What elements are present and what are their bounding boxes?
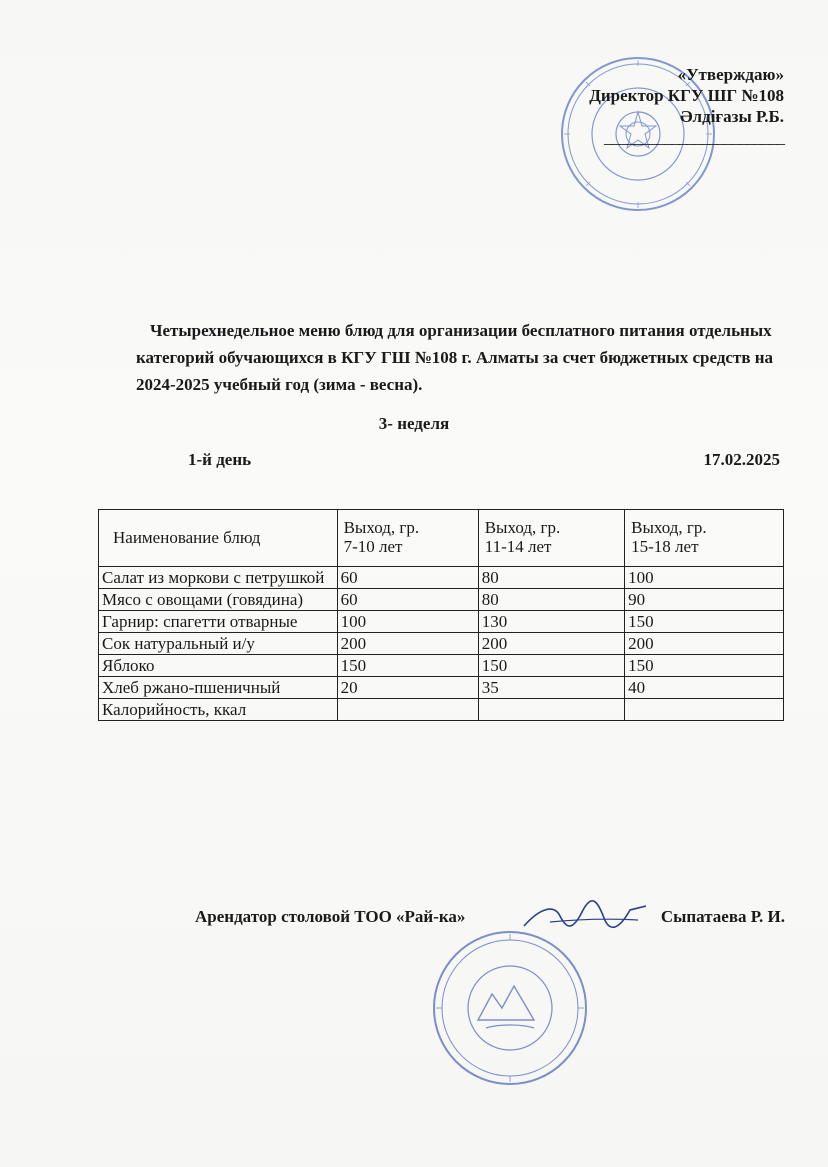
yield-cell: 130 [478, 611, 624, 633]
approval-block [589, 64, 784, 148]
table-row [99, 655, 784, 677]
header-subtext: 15-18 лет [631, 537, 699, 556]
yield-cell: 40 [625, 677, 784, 699]
approval-name: Әлдiғазы Р.Б. [680, 107, 784, 126]
yield-cell: 100 [337, 611, 478, 633]
yield-cell: 20 [337, 677, 478, 699]
yield-cell: 150 [625, 655, 784, 677]
yield-cell: 35 [478, 677, 624, 699]
document-title: Четырехнедельное меню блюд для организации бесплатного питания отдельных категорий обучающихся в КГУ ГШ №108 г. Алматы за счет бюджетных средств на 2024-2025 учебный год (зима - весна). [136, 321, 774, 394]
date-label: 17.02.2025 [703, 450, 780, 469]
yield-cell [337, 699, 478, 721]
approval-position: Директор КГУ ШГ №108 [589, 86, 784, 105]
dish-name-cell: Яблоко [99, 655, 338, 677]
table-row [99, 699, 784, 721]
header-text: Выход, гр. [484, 518, 561, 537]
yield-cell [478, 699, 624, 721]
yield-cell: 150 [478, 655, 624, 677]
table-row [99, 633, 784, 655]
yield-cell: 200 [478, 633, 624, 655]
menu-table [98, 509, 784, 721]
week-label: 3- неделя [378, 414, 450, 433]
yield-cell: 150 [337, 655, 478, 677]
yield-cell: 80 [478, 567, 624, 589]
table-row [99, 677, 784, 699]
yield-cell: 60 [337, 567, 478, 589]
yield-cell: 150 [625, 611, 784, 633]
signer-label: Арендатор столовой ТОО «Рай-ка» [195, 907, 466, 926]
table-row [99, 611, 784, 633]
yield-cell: 200 [337, 633, 478, 655]
dish-name-cell: Гарнир: спагетти отварные [99, 611, 338, 633]
table-row [99, 589, 784, 611]
table-row [99, 567, 784, 589]
yield-cell [625, 699, 784, 721]
signer-name: Сыпатаева Р. И. [660, 907, 785, 926]
dish-name-cell: Сок натуральный и/у [99, 633, 338, 655]
yield-cell: 60 [337, 589, 478, 611]
header-yield-11-14 [478, 510, 624, 567]
header-text: Выход, гр. [343, 518, 420, 537]
header-text: Выход, гр. [631, 518, 707, 537]
dish-name-cell: Хлеб ржано-пшеничный [99, 677, 338, 699]
dish-name-cell: Салат из моркови с петрушкой [99, 567, 338, 589]
yield-cell: 200 [625, 633, 784, 655]
header-yield-7-10 [337, 510, 478, 567]
approval-caption: «Утверждаю» [677, 65, 784, 84]
yield-cell: 80 [478, 589, 624, 611]
yield-cell: 100 [625, 567, 784, 589]
approval-signature-line: ________________________ [604, 128, 784, 147]
header-yield-15-18 [625, 510, 784, 567]
table-header-row [99, 510, 784, 567]
header-subtext: 11-14 лет [484, 537, 552, 556]
header-text: Наименование блюд [113, 527, 261, 547]
yield-cell: 90 [625, 589, 784, 611]
day-label: 1-й день [188, 450, 252, 469]
dish-name-cell: Мясо с овощами (говядина) [99, 589, 338, 611]
footer-signature-block [195, 907, 785, 927]
header-subtext: 7-10 лет [343, 537, 403, 556]
header-dish-name [99, 510, 338, 567]
dish-name-cell: Калорийность, ккал [99, 699, 338, 721]
company-stamp-seal [430, 928, 590, 1088]
